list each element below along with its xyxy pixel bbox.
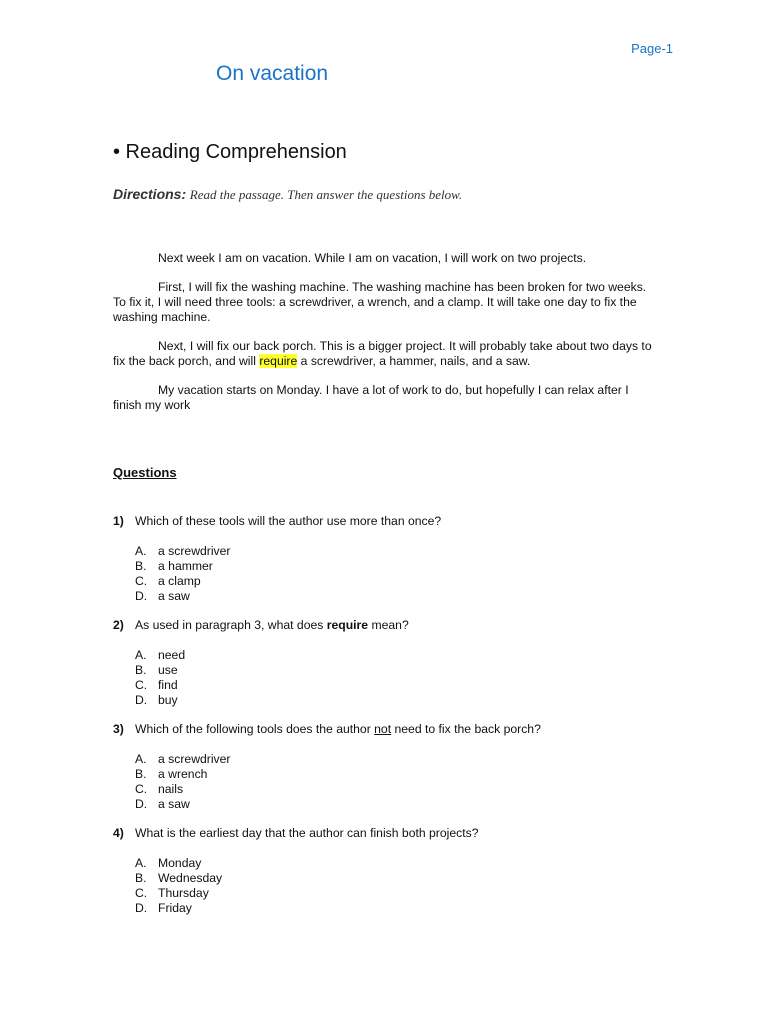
answer-option [135,544,441,559]
option-text: nails [158,782,184,796]
reading-passage [113,251,658,427]
answer-option [135,648,409,663]
option-text: a hammer [158,559,213,573]
question-text-start: As used in paragraph 3, what does [135,618,327,632]
answer-option [135,767,541,782]
passage-paragraph-3-end: a screwdriver, a hammer, nails, and a saw. [297,354,531,368]
question-text: What is the earliest day that the author can finish both projects? [135,826,479,840]
option-letter: B. [135,559,147,573]
question-4 [113,826,478,916]
question-keyword-not: not [374,722,392,736]
question-2-prompt [113,618,409,633]
question-1-prompt [113,514,441,529]
option-letter: B. [135,871,147,885]
option-letter: C. [135,782,148,796]
option-letter: D. [135,693,148,707]
option-letter: C. [135,678,148,692]
question-text-end: mean? [368,618,409,632]
question-text-start: Which of the following tools does the author [135,722,375,736]
answer-options [135,856,478,916]
option-text: Thursday [158,886,209,900]
question-number: 4) [113,826,124,840]
highlighted-word-require: require [259,354,298,368]
answer-option [135,797,541,812]
answer-option [135,901,478,916]
question-text-end: need to fix the back porch? [391,722,541,736]
option-letter: D. [135,589,148,603]
answer-option [135,856,478,871]
option-text: a screwdriver [158,544,231,558]
document-title: On vacation [216,62,329,85]
question-3-prompt [113,722,541,737]
question-2 [113,618,409,708]
question-1 [113,514,441,604]
option-text: Monday [158,856,202,870]
option-letter: C. [135,574,148,588]
question-number: 3) [113,722,124,736]
option-letter: A. [135,856,147,870]
option-letter: B. [135,767,147,781]
directions-label: Directions: [113,186,187,202]
passage-paragraph-1: Next week I am on vacation. While I am on vacation, I will work on two projects. [158,251,587,265]
option-text: a screwdriver [158,752,231,766]
option-letter: C. [135,886,148,900]
question-text: Which of these tools will the author use more than once? [135,514,442,528]
passage-paragraph-3-start: Next, I will fix our back porch. This is a bigger project. It will probably take about two days to fix the back porch, and will [113,339,652,368]
question-number: 2) [113,618,124,632]
question-3 [113,722,541,812]
option-letter: A. [135,752,147,766]
section-heading: • Reading Comprehension [113,141,347,163]
answer-option [135,678,409,693]
answer-option [135,574,441,589]
question-4-prompt [113,826,478,841]
answer-option [135,886,478,901]
option-text: a wrench [158,767,208,781]
question-keyword-require: require [326,618,369,632]
questions-heading: Questions [113,465,177,480]
question-number: 1) [113,514,124,528]
answer-option [135,559,441,574]
option-text: find [158,678,178,692]
option-text: a saw [158,797,190,811]
answer-option [135,693,409,708]
option-letter: B. [135,663,147,677]
option-letter: D. [135,901,148,915]
option-text: need [158,648,186,662]
passage-paragraph-3 [113,339,658,369]
answer-option [135,589,441,604]
answer-options [135,544,441,604]
page-number-label: Page-1 [631,41,673,56]
option-letter: A. [135,648,147,662]
answer-option [135,752,541,767]
option-text: Wednesday [158,871,223,885]
option-text: buy [158,693,178,707]
passage-paragraph-2: First, I will fix the washing machine. The washing machine has been broken for two weeks. To fix it, I will need three tools: a screwdriver, a wrench, and a clamp. It will take one day to fix the washing machine. [113,280,647,324]
question-text [135,618,409,633]
option-letter: A. [135,544,147,558]
answer-option [135,871,478,886]
answer-options [135,752,541,812]
directions-text: Read the passage. Then answer the questions below. [189,187,463,202]
option-text: Friday [158,901,192,915]
passage-paragraph-4: My vacation starts on Monday. I have a lot of work to do, but hopefully I can relax after I finish my work [113,383,629,412]
answer-option [135,782,541,797]
option-letter: D. [135,797,148,811]
answer-options [135,648,409,708]
option-text: use [158,663,178,677]
answer-option [135,663,409,678]
option-text: a saw [158,589,190,603]
directions [113,186,462,203]
option-text: a clamp [158,574,201,588]
question-text [135,722,541,737]
